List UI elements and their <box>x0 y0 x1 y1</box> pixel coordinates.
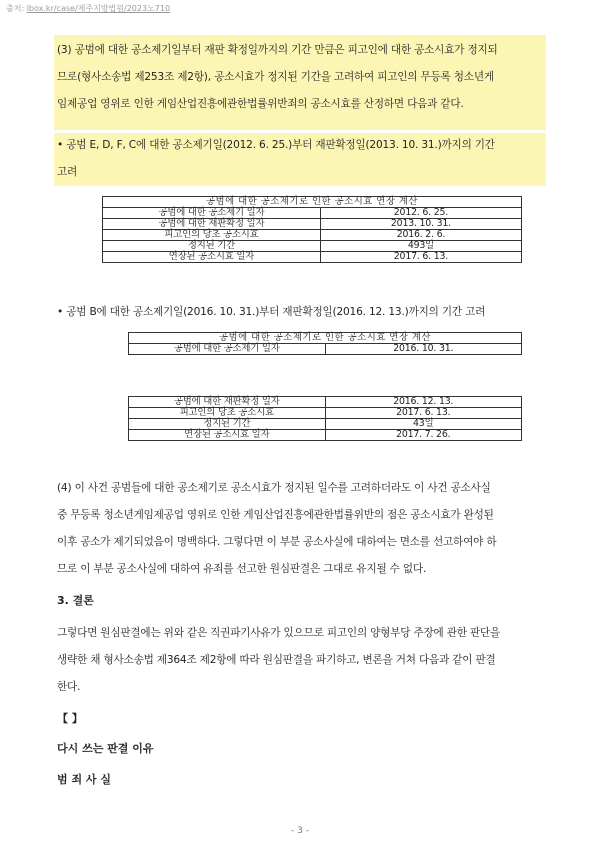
text-line: 한다. <box>57 681 81 693</box>
table-row <box>103 252 522 263</box>
table-title: 공범에 대한 공소제기로 인한 공소시효 연장 계산 <box>103 197 522 208</box>
table-row <box>129 397 522 408</box>
text-line: 이후 공소가 제기되었음이 명백하다. 그렇다면 이 부분 공소사실에 대하여는 면소를 선고하여야 하 <box>57 536 497 548</box>
text-line: 그렇다면 원심판결에는 위와 같은 직권파기사유가 있으므로 피고인의 양형부당 주장에 관한 판단을 <box>57 627 501 639</box>
row-label: 피고인의 당초 공소시효 <box>129 408 326 419</box>
text-line: 중 무등록 청소년게임제공업 영위로 인한 게임산업진흥에관한법률위반의 점은 공소시효가 완성된 <box>57 509 494 521</box>
row-label: 정지된 기간 <box>129 419 326 430</box>
table-1 <box>102 196 522 263</box>
source-link[interactable]: lbox.kr/case/제주지방법원/2023노710 <box>26 4 171 13</box>
section4-paragraph <box>57 475 545 583</box>
text-line: 임제공업 영위로 인한 게임산업진흥에관한법률위반죄의 공소시효를 산정하면 다음과 같다. <box>57 98 464 110</box>
row-value: 2017. 7. 26. <box>325 430 522 441</box>
row-value: 2013. 10. 31. <box>320 219 521 230</box>
row-value: 2017. 6. 13. <box>320 252 521 263</box>
row-label: 피고인의 당초 공소시효 <box>103 230 321 241</box>
row-label: 공범에 대한 공소제기 일자 <box>103 208 321 219</box>
table-row <box>103 230 522 241</box>
row-value: 2017. 6. 13. <box>325 408 522 419</box>
page-number: - 3 - <box>291 826 309 836</box>
retrial-heading: 다시 쓰는 판결 이유 <box>57 742 154 755</box>
row-label: 연장된 공소시효 일자 <box>103 252 321 263</box>
table-row <box>129 419 522 430</box>
table-2 <box>128 332 522 355</box>
table-row <box>103 208 522 219</box>
bracket-marker: 【 】 <box>57 712 83 725</box>
text-line: 므로 이 부분 공소사실에 대하여 유죄를 선고한 원심판결은 그대로 유지될 수 없다. <box>57 563 427 575</box>
table-row <box>129 430 522 441</box>
text-line: 므로(형사소송법 제253조 제2항), 공소시효가 정지된 기간을 고려하여 피고인의 무등록 청소년게 <box>57 71 494 83</box>
table-3 <box>128 396 522 441</box>
row-value: 2012. 6. 25. <box>320 208 521 219</box>
row-label: 정지된 기간 <box>103 241 321 252</box>
row-label: 공범에 대한 재판확정 일자 <box>129 397 326 408</box>
row-value: 493일 <box>320 241 521 252</box>
table-row <box>129 408 522 419</box>
row-value: 2016. 2. 6. <box>320 230 521 241</box>
table-row <box>103 241 522 252</box>
text-line: (3) 공범에 대한 공소제기일부터 재판 확정일까지의 기간 만큼은 피고인에 대한 공소시효가 정지되 <box>57 44 498 56</box>
section3-paragraph <box>57 37 545 118</box>
row-value: 2016. 12. 13. <box>325 397 522 408</box>
row-value: 2016. 10. 31. <box>325 344 522 355</box>
bullet2-paragraph <box>57 299 545 326</box>
source-prefix: 출처: <box>6 4 27 13</box>
table-title: 공범에 대한 공소제기로 인한 공소시효 연장 계산 <box>129 333 522 344</box>
conclusion-paragraph <box>57 620 545 701</box>
table-row <box>103 219 522 230</box>
source-line <box>6 3 170 14</box>
text-line: • 공범 B에 대한 공소제기일(2016. 10. 31.)부터 재판확정일(2016. 12. 13.)까지의 기간 고려 <box>57 306 486 318</box>
bullet1-paragraph <box>57 132 545 186</box>
text-line: 고려 <box>57 166 78 178</box>
row-label: 공범에 대한 공소제기 일자 <box>129 344 326 355</box>
text-line: • 공범 E, D, F, C에 대한 공소제기일(2012. 6. 25.)부터 재판확정일(2013. 10. 31.)까지의 기간 <box>57 139 495 151</box>
facts-heading: 범 죄 사 실 <box>57 773 111 786</box>
row-label: 공범에 대한 재판확정 일자 <box>103 219 321 230</box>
text-line: 생략한 채 형사소송법 제364조 제2항에 따라 원심판결을 파기하고, 변론을 거쳐 다음과 같이 판결 <box>57 654 496 666</box>
row-label: 연장된 공소시효 일자 <box>129 430 326 441</box>
table-row <box>129 344 522 355</box>
conclusion-heading: 3. 결론 <box>57 594 94 607</box>
row-value: 43일 <box>325 419 522 430</box>
text-line: (4) 이 사건 공범들에 대한 공소제기로 공소시효가 정지된 일수를 고려하더라도 이 사건 공소사실 <box>57 482 491 494</box>
